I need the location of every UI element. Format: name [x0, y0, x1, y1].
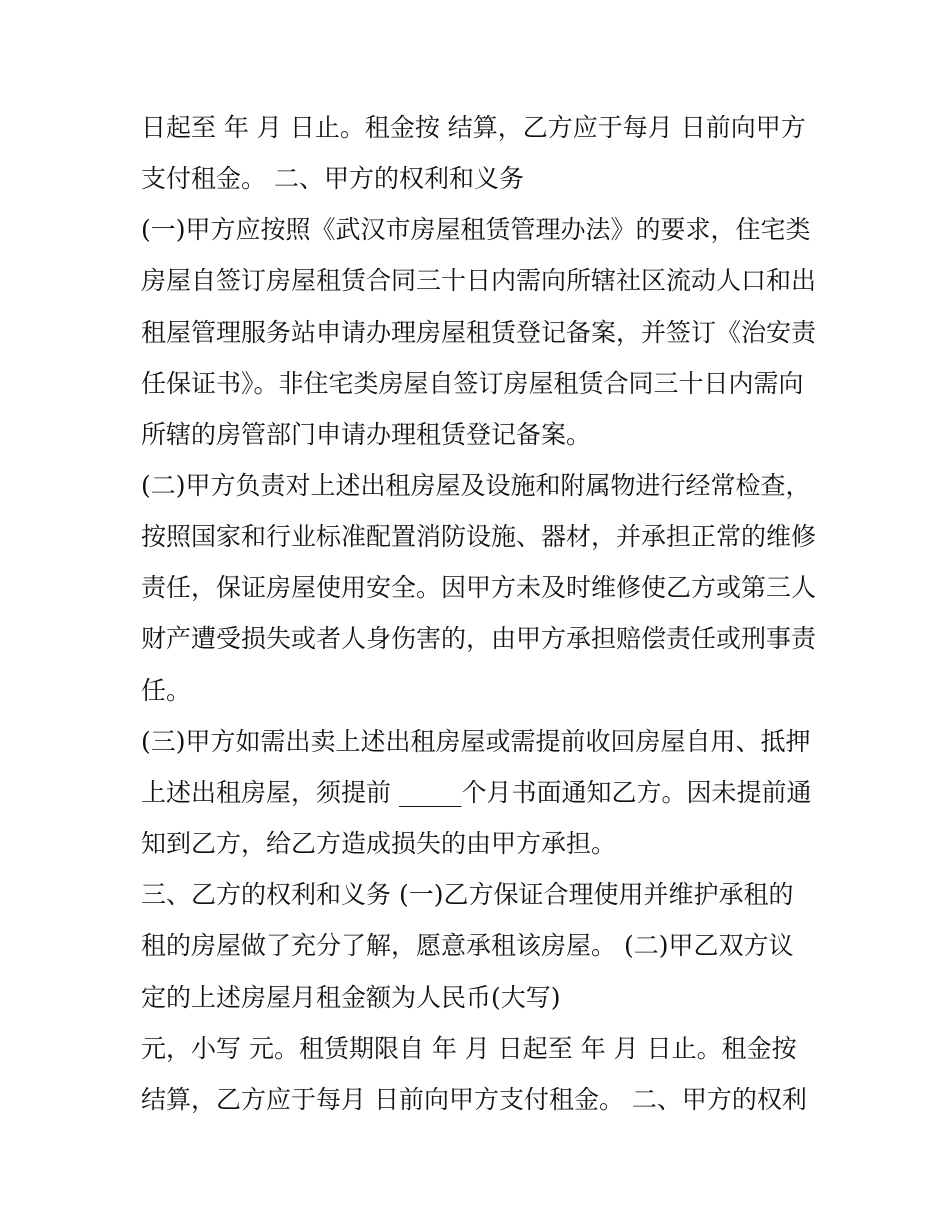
text-line: 知到乙方，给乙方造成损失的由甲方承担。 [141, 829, 617, 858]
text-line: 财产遭受损失或者人身伤害的，由甲方承担赔偿责任或刑事责 [141, 624, 817, 653]
text-line: 三、乙方的权利和义务 (一)乙方保证合理使用并维护承租的 [141, 880, 794, 909]
text-line: 责任，保证房屋使用安全。因甲方未及时维修使乙方或第三人 [141, 573, 817, 602]
text-line: 任。 [141, 676, 192, 705]
text-line: 任保证书》。非住宅类房屋自签订房屋租赁合同三十日内需向 [141, 369, 804, 398]
text-line: 所辖的房管部门申请办理租赁登记备案。 [141, 420, 592, 449]
text-line: 定的上述房屋月租金额为人民币(大写) [141, 983, 561, 1012]
text-line: 租屋管理服务站申请办理房屋租赁登记备案，并签订《治安责 [141, 318, 817, 347]
text-line: 结算，乙方应于每月 日前向甲方支付租金。 二、甲方的权利 [141, 1085, 807, 1114]
text-line: (二)甲方负责对上述出租房屋及设施和附属物进行经常检查， [141, 471, 811, 500]
text-line: 日起至 年 月 日止。租金按 结算，乙方应于每月 日前向甲方 [141, 113, 806, 142]
text-line: (一)甲方应按照《武汉市房屋租赁管理办法》的要求，住宅类 [141, 215, 811, 244]
text-line: 支付租金。 二、甲方的权利和义务 [141, 164, 524, 193]
text-line: 元，小写 元。租赁期限自 年 月 日起至 年 月 日止。租金按 [141, 1034, 797, 1063]
text-line: 上述出租房屋，须提前 _____个月书面通知乙方。因未提前通 [141, 778, 812, 807]
text-line: 按照国家和行业标准配置消防设施、器材，并承担正常的维修 [141, 522, 817, 551]
text-line: (三)甲方如需出卖上述出租房屋或需提前收回房屋自用、抵押 [141, 727, 811, 756]
text-line: 租的房屋做了充分了解，愿意承租该房屋。 (二)甲乙双方议 [141, 931, 794, 960]
text-line: 房屋自签订房屋租赁合同三十日内需向所辖社区流动人口和出 [141, 266, 817, 295]
